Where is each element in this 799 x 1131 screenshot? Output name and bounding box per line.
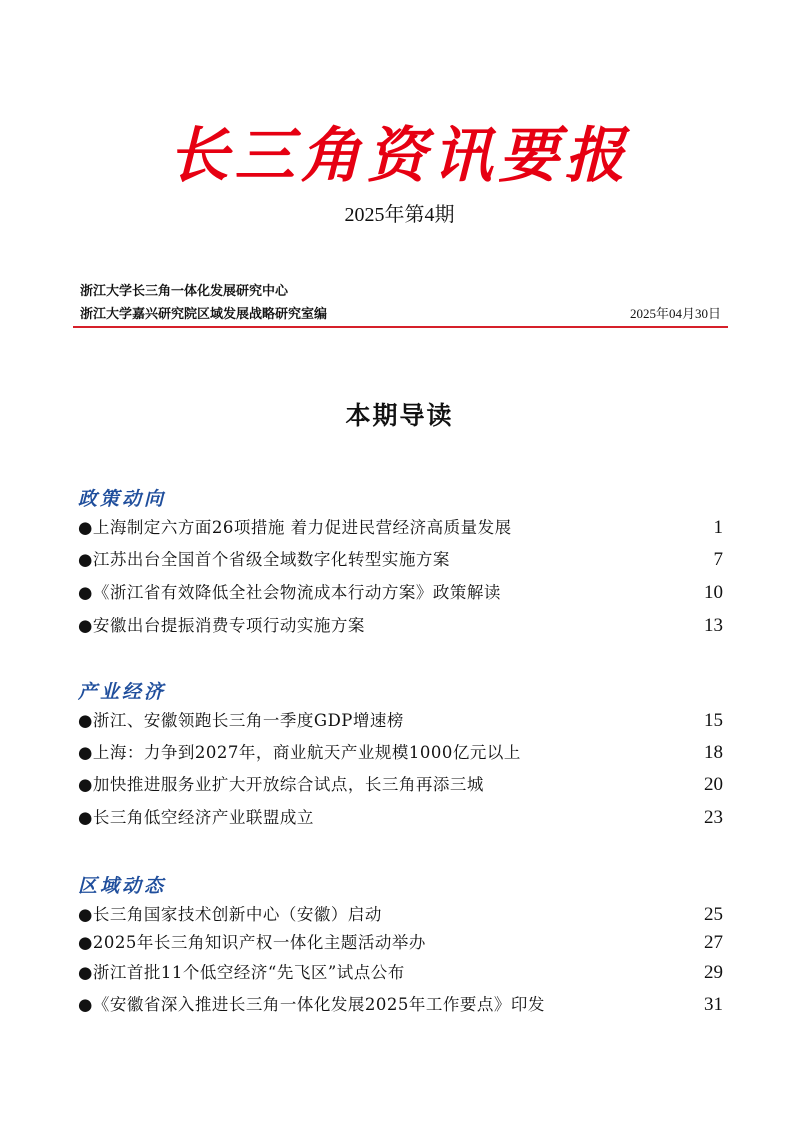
toc-item[interactable] <box>78 612 723 644</box>
toc-item-page: 23 <box>704 807 723 828</box>
toc-item-page: 27 <box>704 932 723 953</box>
toc-item-page: 31 <box>704 994 723 1015</box>
toc-item-page: 15 <box>704 710 723 731</box>
toc-item[interactable] <box>78 771 723 804</box>
toc-item-title: ●上海：力争到2027年，商业航天产业规模1000亿元以上 <box>78 743 521 762</box>
toc-item-title: ●浙江、安徽领跑长三角一季度GDP增速榜 <box>78 711 404 730</box>
toc-item-title: ●长三角国家技术创新中心（安徽）启动 <box>78 905 382 924</box>
section-heading: 区域动态 <box>78 875 167 897</box>
toc-item[interactable] <box>78 579 723 612</box>
issue-number: 2025年第4期 <box>344 204 455 226</box>
publisher-line-2: 浙江大学嘉兴研究院区域发展战略研究室编 <box>80 307 328 322</box>
publication-date: 2025年04月30日 <box>629 306 721 321</box>
toc-item[interactable] <box>78 707 723 739</box>
toc-item-page: 25 <box>704 904 723 925</box>
toc-item-page: 18 <box>704 742 723 763</box>
toc-item-title: ●安徽出台提振消费专项行动实施方案 <box>78 616 365 635</box>
toc-item-title: ●加快推进服务业扩大开放综合试点，长三角再添三城 <box>78 775 484 794</box>
toc-item-title: ●《安徽省深入推进长三角一体化发展2025年工作要点》印发 <box>78 995 545 1014</box>
toc-item-page: 13 <box>704 615 723 636</box>
toc-item-title: ●上海制定六方面26项措施 着力促进民营经济高质量发展 <box>78 518 512 537</box>
toc-item-page: 20 <box>704 774 723 795</box>
toc-item-title: ●浙江首批11个低空经济“先飞区”试点公布 <box>78 963 405 982</box>
toc-item[interactable] <box>78 991 723 1023</box>
toc-item[interactable] <box>78 804 723 836</box>
section-heading: 政策动向 <box>78 488 167 510</box>
publisher-line-1: 浙江大学长三角一体化发展研究中心 <box>80 284 289 299</box>
toc-section-regional <box>78 871 723 1023</box>
toc-item-title: ●2025年长三角知识产权一体化主题活动举办 <box>78 933 426 952</box>
masthead-title: 长三角资讯要报 <box>168 121 631 191</box>
toc-item[interactable] <box>78 514 723 546</box>
toc-item[interactable] <box>78 929 723 959</box>
section-heading: 产业经济 <box>78 681 167 703</box>
toc-item-page: 29 <box>704 962 723 983</box>
toc-section-policy <box>78 484 723 644</box>
toc-item-title: ●长三角低空经济产业联盟成立 <box>78 808 314 827</box>
toc-item[interactable] <box>78 959 723 991</box>
header-divider <box>73 326 728 328</box>
toc-item-page: 10 <box>704 582 723 603</box>
toc-item[interactable] <box>78 739 723 771</box>
toc-item-title: ●江苏出台全国首个省级全域数字化转型实施方案 <box>78 550 450 569</box>
toc-item-title: ●《浙江省有效降低全社会物流成本行动方案》政策解读 <box>78 583 501 602</box>
toc-item-page: 7 <box>713 549 723 570</box>
toc-item[interactable] <box>78 546 723 579</box>
toc-title: 本期导读 <box>345 401 454 430</box>
toc-section-industry <box>78 677 723 836</box>
toc-item-page: 1 <box>713 517 723 538</box>
toc-item[interactable] <box>78 901 723 929</box>
